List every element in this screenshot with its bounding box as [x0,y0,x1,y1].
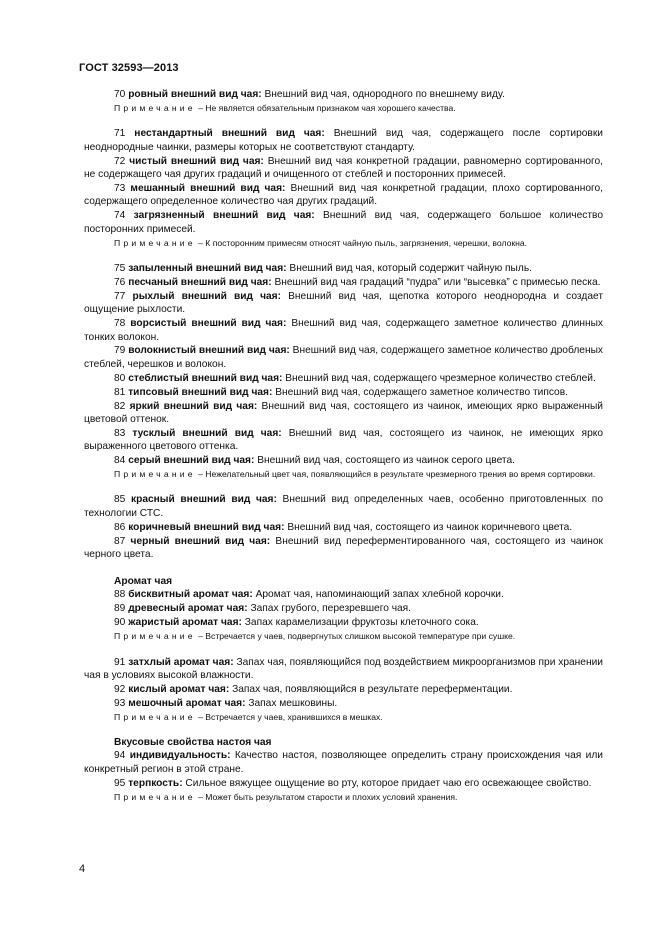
term-number: 77 [114,290,126,302]
term-number: 94 [114,750,126,762]
term-entry [84,588,603,601]
document-header: ГОСТ 32593—2013 [79,62,179,74]
term-definition: Внешний вид чая, состоящего из чаинок серого цвета. [254,455,515,467]
paragraph-gap [84,249,603,262]
term-definition: Внешний вид чая, состоящего из чаинок, не имеющих ярко выраженного цветового оттенка. [84,427,603,453]
note-text: – Встречается у чаев, хранившихся в мешках. [195,711,383,722]
term-definition: Запах чая, появляющийся в результате переферментации. [229,683,513,695]
term-entry [84,276,603,289]
term-definition: Внешний вид определенных чаев, особенно приготовленных по технологии СТС. [84,494,603,519]
term-number: 76 [114,276,126,288]
section-title: Аромат чая [114,576,173,587]
term-number: 82 [114,400,126,412]
term-definition: Внешний вид чая, однородного по внешнему виду. [261,89,505,100]
term-name: мешанный внешний вид чая: [130,182,286,194]
term-definition: Сильное вяжущее ощущение во рту, которое придает чаю его освежающее свойство. [182,777,592,789]
term-entry [84,400,603,427]
term-name: черный внешний вид чая: [130,535,271,547]
term-number: 75 [114,262,126,274]
paragraph-gap [84,562,603,575]
term-name: нестандартный внешний вид чая: [134,128,325,140]
note-text: – К посторонним примесям относят чайную пыль, загрязнения, черешки, волокна. [195,237,528,248]
note-label: Примечание [114,237,196,248]
term-number: 84 [114,455,126,467]
term-entry [84,656,603,683]
paragraph-gap [84,114,603,127]
term-name: ворсистый внешний вид чая: [130,318,287,330]
term-number: 78 [114,318,126,330]
term-number: 89 [114,603,126,615]
term-entry [84,262,603,275]
term-name: красный внешний вид чая: [131,494,277,506]
term-name: затхлый аромат чая: [128,656,234,668]
note [84,630,603,642]
term-entry [84,683,603,696]
term-entry [84,386,603,399]
term-name: запыленный внешний вид чая: [128,262,287,274]
term-name: бисквитный аромат чая: [128,589,253,601]
term-definition: Запах грубого, перезревшего чая. [247,603,412,615]
paragraph-gap [84,723,603,736]
term-number: 71 [114,128,126,140]
term-entry [84,427,603,454]
note [84,711,603,723]
term-number: 92 [114,683,126,695]
paragraph-gap [84,643,603,656]
term-number: 74 [114,210,126,222]
section-title: Вкусовые свойства настоя чая [114,737,272,749]
term-entry [84,454,603,467]
term-definition: Качество настоя, позволяющее определить страну происхождения чая или конкретный регион в этой стране. [84,750,603,775]
term-name: кислый аромат чая: [128,683,230,695]
note-label: Примечание [114,469,196,480]
term-name: индивидуальность: [129,750,231,762]
note [84,102,603,114]
term-name: ровный внешний вид чая: [128,89,262,100]
term-number: 73 [114,182,126,194]
term-definition: Запах мешковины. [245,697,338,709]
term-name: песчаный внешний вид чая: [128,276,272,288]
term-name: тусклый внешний вид чая: [132,427,282,439]
term-entry [84,127,603,154]
term-definition: Аромат чая, напоминающий запах хлебной корочки. [252,589,504,601]
note [84,237,603,249]
term-name: серый внешний вид чая: [128,455,255,467]
term-entry [84,697,603,710]
note-text: – Может быть результатом старости и плохих условий хранения. [195,791,458,802]
note [84,791,603,803]
note-label: Примечание [114,791,196,802]
page-number: 4 [79,863,86,875]
term-definition: Внешний вид чая, содержащего заметное количество типсов. [272,386,568,398]
note-text: – Не является обязательным признаком чая хорошего качества. [195,102,456,113]
term-number: 81 [114,386,126,398]
term-entry [84,155,603,182]
term-name: коричневый внешний вид чая: [128,521,285,533]
term-entry [84,535,603,562]
term-definition: Внешний вид чая, щепотка которого неоднородна и создает ощущение рыхлости. [84,290,603,316]
term-entry [84,521,603,534]
note-label: Примечание [114,631,196,642]
term-entry [84,493,603,520]
note [84,468,603,480]
term-entry [84,317,603,344]
term-number: 85 [114,494,126,506]
term-entry [84,344,603,371]
note-label: Примечание [114,711,196,722]
term-number: 90 [114,617,126,629]
document-body [84,88,603,803]
paragraph-gap [84,480,603,493]
note-text: – Встречается у чаев, подвергнутых слишком высокой температуре при сушке. [195,631,516,642]
term-entry [84,290,603,317]
term-definition: Внешний вид чая конкретной градации, плохо сортированного, содержащего определенное количество чая других градаций. [84,182,604,208]
term-definition: Внешний вид чая конкретной градации, равномерно сортированного, не содержащего чая других градаций и очищенного от стеблей и посторонних примесей. [84,155,603,181]
term-entry [84,182,603,209]
term-definition: Внешний вид чая, состоящего из чаинок, имеющих ярко выраженный цветовой оттенок. [84,400,603,425]
term-definition: Запах чая, появляющийся под воздействием микроорганизмов при хранении чая в условиях высокой влажности. [84,656,603,681]
term-definition: Запах карамелизации фруктозы клеточного сока. [241,617,479,629]
term-entry [84,777,603,790]
term-definition: Внешний вид чая, содержащего заметное количество дробленых стеблей, черешков и волокон. [84,345,603,370]
term-definition: Внешний вид чая, содержащего чрезмерное количество стеблей. [282,372,596,384]
term-number: 72 [114,155,126,167]
term-entry [84,209,603,236]
term-name: рыхлый внешний вид чая: [132,290,281,302]
term-entry [84,372,603,385]
term-name: стеблистый внешний вид чая: [128,372,283,384]
term-number: 83 [114,427,126,439]
note-label: Примечание [114,102,196,113]
term-entry [84,616,603,629]
term-definition: Внешний вид чая, содержащего заметное количество длинных тонких волокон. [84,318,603,343]
term-number: 88 [114,589,126,601]
term-number: 79 [114,345,126,357]
term-definition: Внешний вид чая, содержащего большое количество посторонних примесей. [84,210,603,235]
term-number: 86 [114,521,126,533]
term-number: 70 [114,89,126,100]
term-name: древесный аромат чая: [128,603,248,615]
term-name: чистый внешний вид чая: [129,155,264,167]
term-number: 80 [114,372,126,384]
term-number: 87 [114,535,126,547]
term-name: жаристый аромат чая: [128,617,242,629]
term-entry [84,749,603,776]
term-definition: Внешний вид чая, содержащего после сортировки неоднородные чаинки, размеры которых не соответствуют стандарту. [84,128,603,153]
term-name: волокнистый внешний вид чая: [128,345,290,357]
note-text: – Нежелательный цвет чая, появляющийся в результате чрезмерного трения во время сортировки. [195,469,596,480]
term-entry [84,88,603,101]
term-definition: Внешний вид чая, который содержит чайную пыль. [286,262,532,274]
term-name: терпкость: [128,777,183,789]
term-name: загрязненный внешний вид чая: [133,210,315,222]
term-name: яркий внешний вид чая: [129,400,258,412]
term-number: 95 [114,777,126,789]
term-name: мешочный аромат чая: [128,697,246,709]
term-definition: Внешний вид чая градаций “пудра” или “высевка” с примесью песка. [271,276,601,288]
term-definition: Внешний вид переферментированного чая, состоящего из чаинок черного цвета. [84,535,603,561]
term-number: 93 [114,697,126,709]
term-number: 91 [114,656,126,668]
term-entry [84,602,603,615]
term-definition: Внешний вид чая, состоящего из чаинок коричневого цвета. [284,521,573,533]
term-name: типсовый внешний вид чая: [128,386,273,398]
